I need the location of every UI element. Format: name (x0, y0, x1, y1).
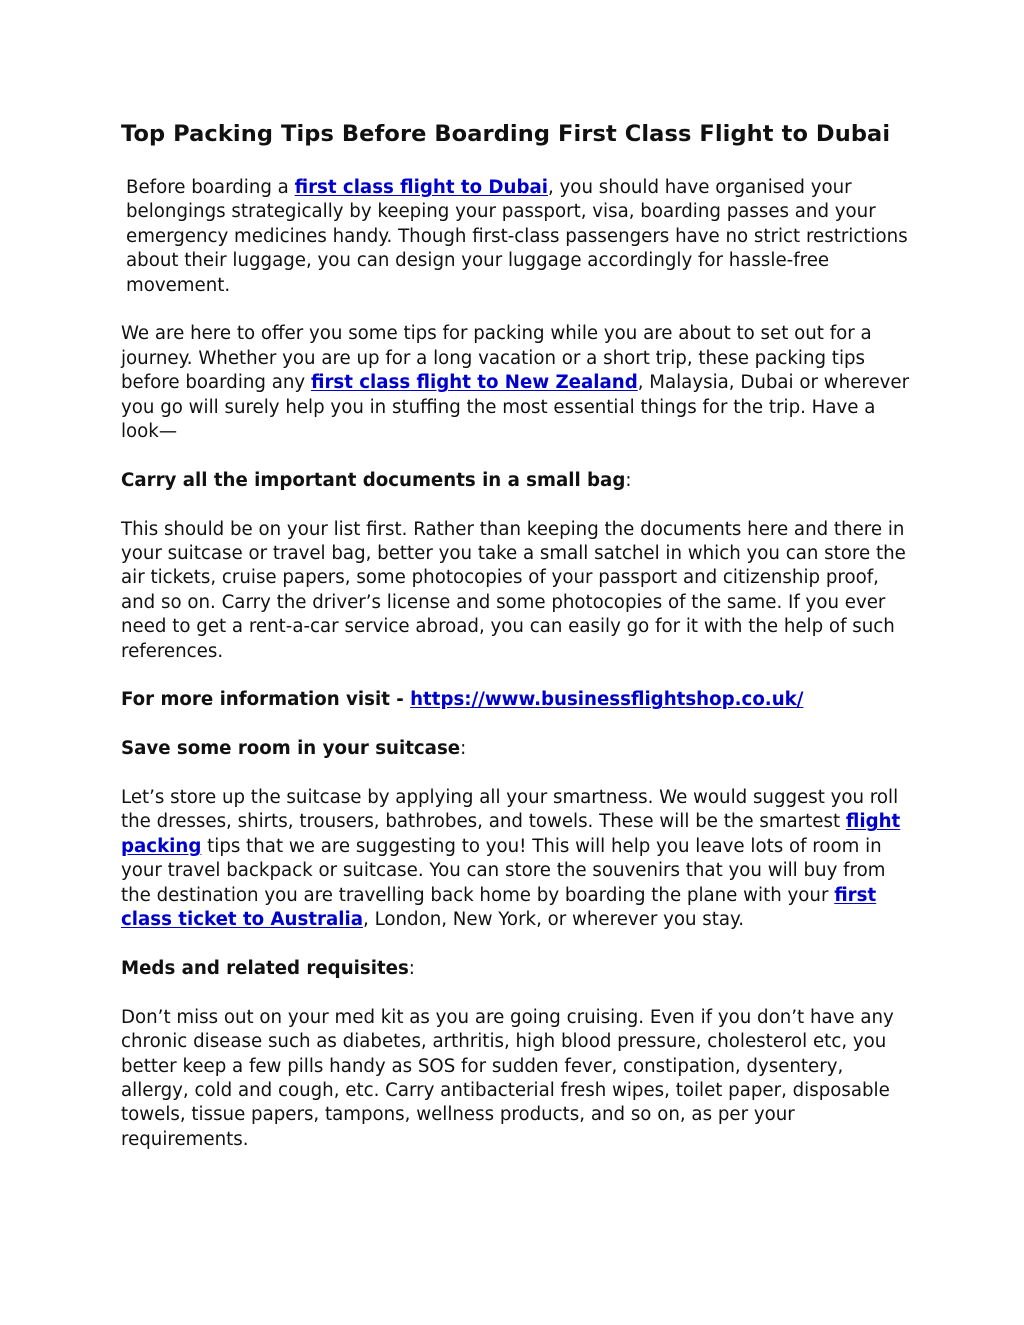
section-heading-suitcase (121, 737, 911, 761)
section-heading-meds-text: Meds and related requisites (121, 957, 409, 979)
link-first-class-flight-new-zealand[interactable]: first class flight to New Zealand (310, 372, 638, 394)
link-businessflightshop[interactable]: https://www.businessflightshop.co.uk/ (410, 689, 804, 711)
section-heading-meds (121, 957, 911, 981)
suitcase-paragraph (121, 786, 911, 932)
section-heading-documents-colon: : (625, 469, 632, 491)
tips-intro-text-after: , Malaysia, Dubai or wherever you go will surely help you in stuffing the most essential things for the trip. Have a look— (121, 372, 910, 443)
suitcase-text-after: , London, New York, or wherever you stay. (363, 909, 744, 931)
section-heading-suitcase-text: Save some room in your suitcase (121, 738, 461, 760)
tips-intro-paragraph (121, 322, 911, 444)
section-heading-documents (121, 469, 911, 493)
intro-text-after: , you should have organised your belongings strategically by keeping your passport, visa, boarding passes and your emergency medicines handy. Though first-class passengers have no strict restrictions about their luggage, you can design your luggage accordingly for hassle-free movement. (126, 177, 908, 296)
link-flight-packing[interactable]: flight packing (121, 811, 901, 857)
section-heading-meds-colon: : (408, 957, 415, 979)
intro-paragraph (121, 176, 911, 298)
link-first-class-ticket-australia[interactable]: first class ticket to Australia (121, 884, 877, 931)
meds-paragraph: Don’t miss out on your med kit as you are going cruising. Even if you don’t have any chronic disease such as diabetes, arthritis, high blood pressure, cholesterol etc, you better keep a few pills handy as SOS for sudden fever, constipation, dysentery, allergy, cold and cough, etc. Carry antibacterial fresh wipes, toilet paper, disposable towels, tissue papers, tampons, wellness products, and so on, as per your requirements. (121, 1006, 894, 1150)
more-info-line (121, 688, 911, 712)
suitcase-text-before: Let’s store up the suitcase by applying all your smartness. We would suggest you roll the dresses, shirts, trousers, bathrobes, and towels. These will be the smartest (121, 787, 899, 833)
section-heading-suitcase-colon: : (460, 738, 467, 760)
section-heading-documents-text: Carry all the important documents in a small bag (121, 469, 626, 491)
link-first-class-flight-dubai[interactable]: first class flight to Dubai (294, 177, 548, 198)
documents-paragraph: This should be on your list first. Rather than keeping the documents here and there in your suitcase or travel bag, better you take a small satchel in which you can store the air tickets, cruise papers, some photocopies of your passport and citizenship proof, and so on. Carry the driver’s license and some photocopies of the same. If you ever need to get a rent-a-car service abroad, you can easily go for it with the help of such references. (121, 518, 906, 662)
tips-intro-text-before: We are here to offer you some tips for packing while you are about to set out for a journey. Whether you are up for a long vacation or a short trip, these packing tips before boarding any (121, 323, 872, 394)
intro-text-before: Before boarding a (126, 177, 295, 198)
suitcase-text-middle: tips that we are suggesting to you! This will help you leave lots of room in your travel backpack or suitcase. You can store the souvenirs that you will buy from the destination you are travelling back home by boarding the plane with your (121, 835, 886, 906)
document-page (121, 119, 911, 1152)
page-title: Top Packing Tips Before Boarding First Class Flight to Dubai (121, 121, 891, 147)
more-info-label: For more information visit - (121, 689, 411, 711)
